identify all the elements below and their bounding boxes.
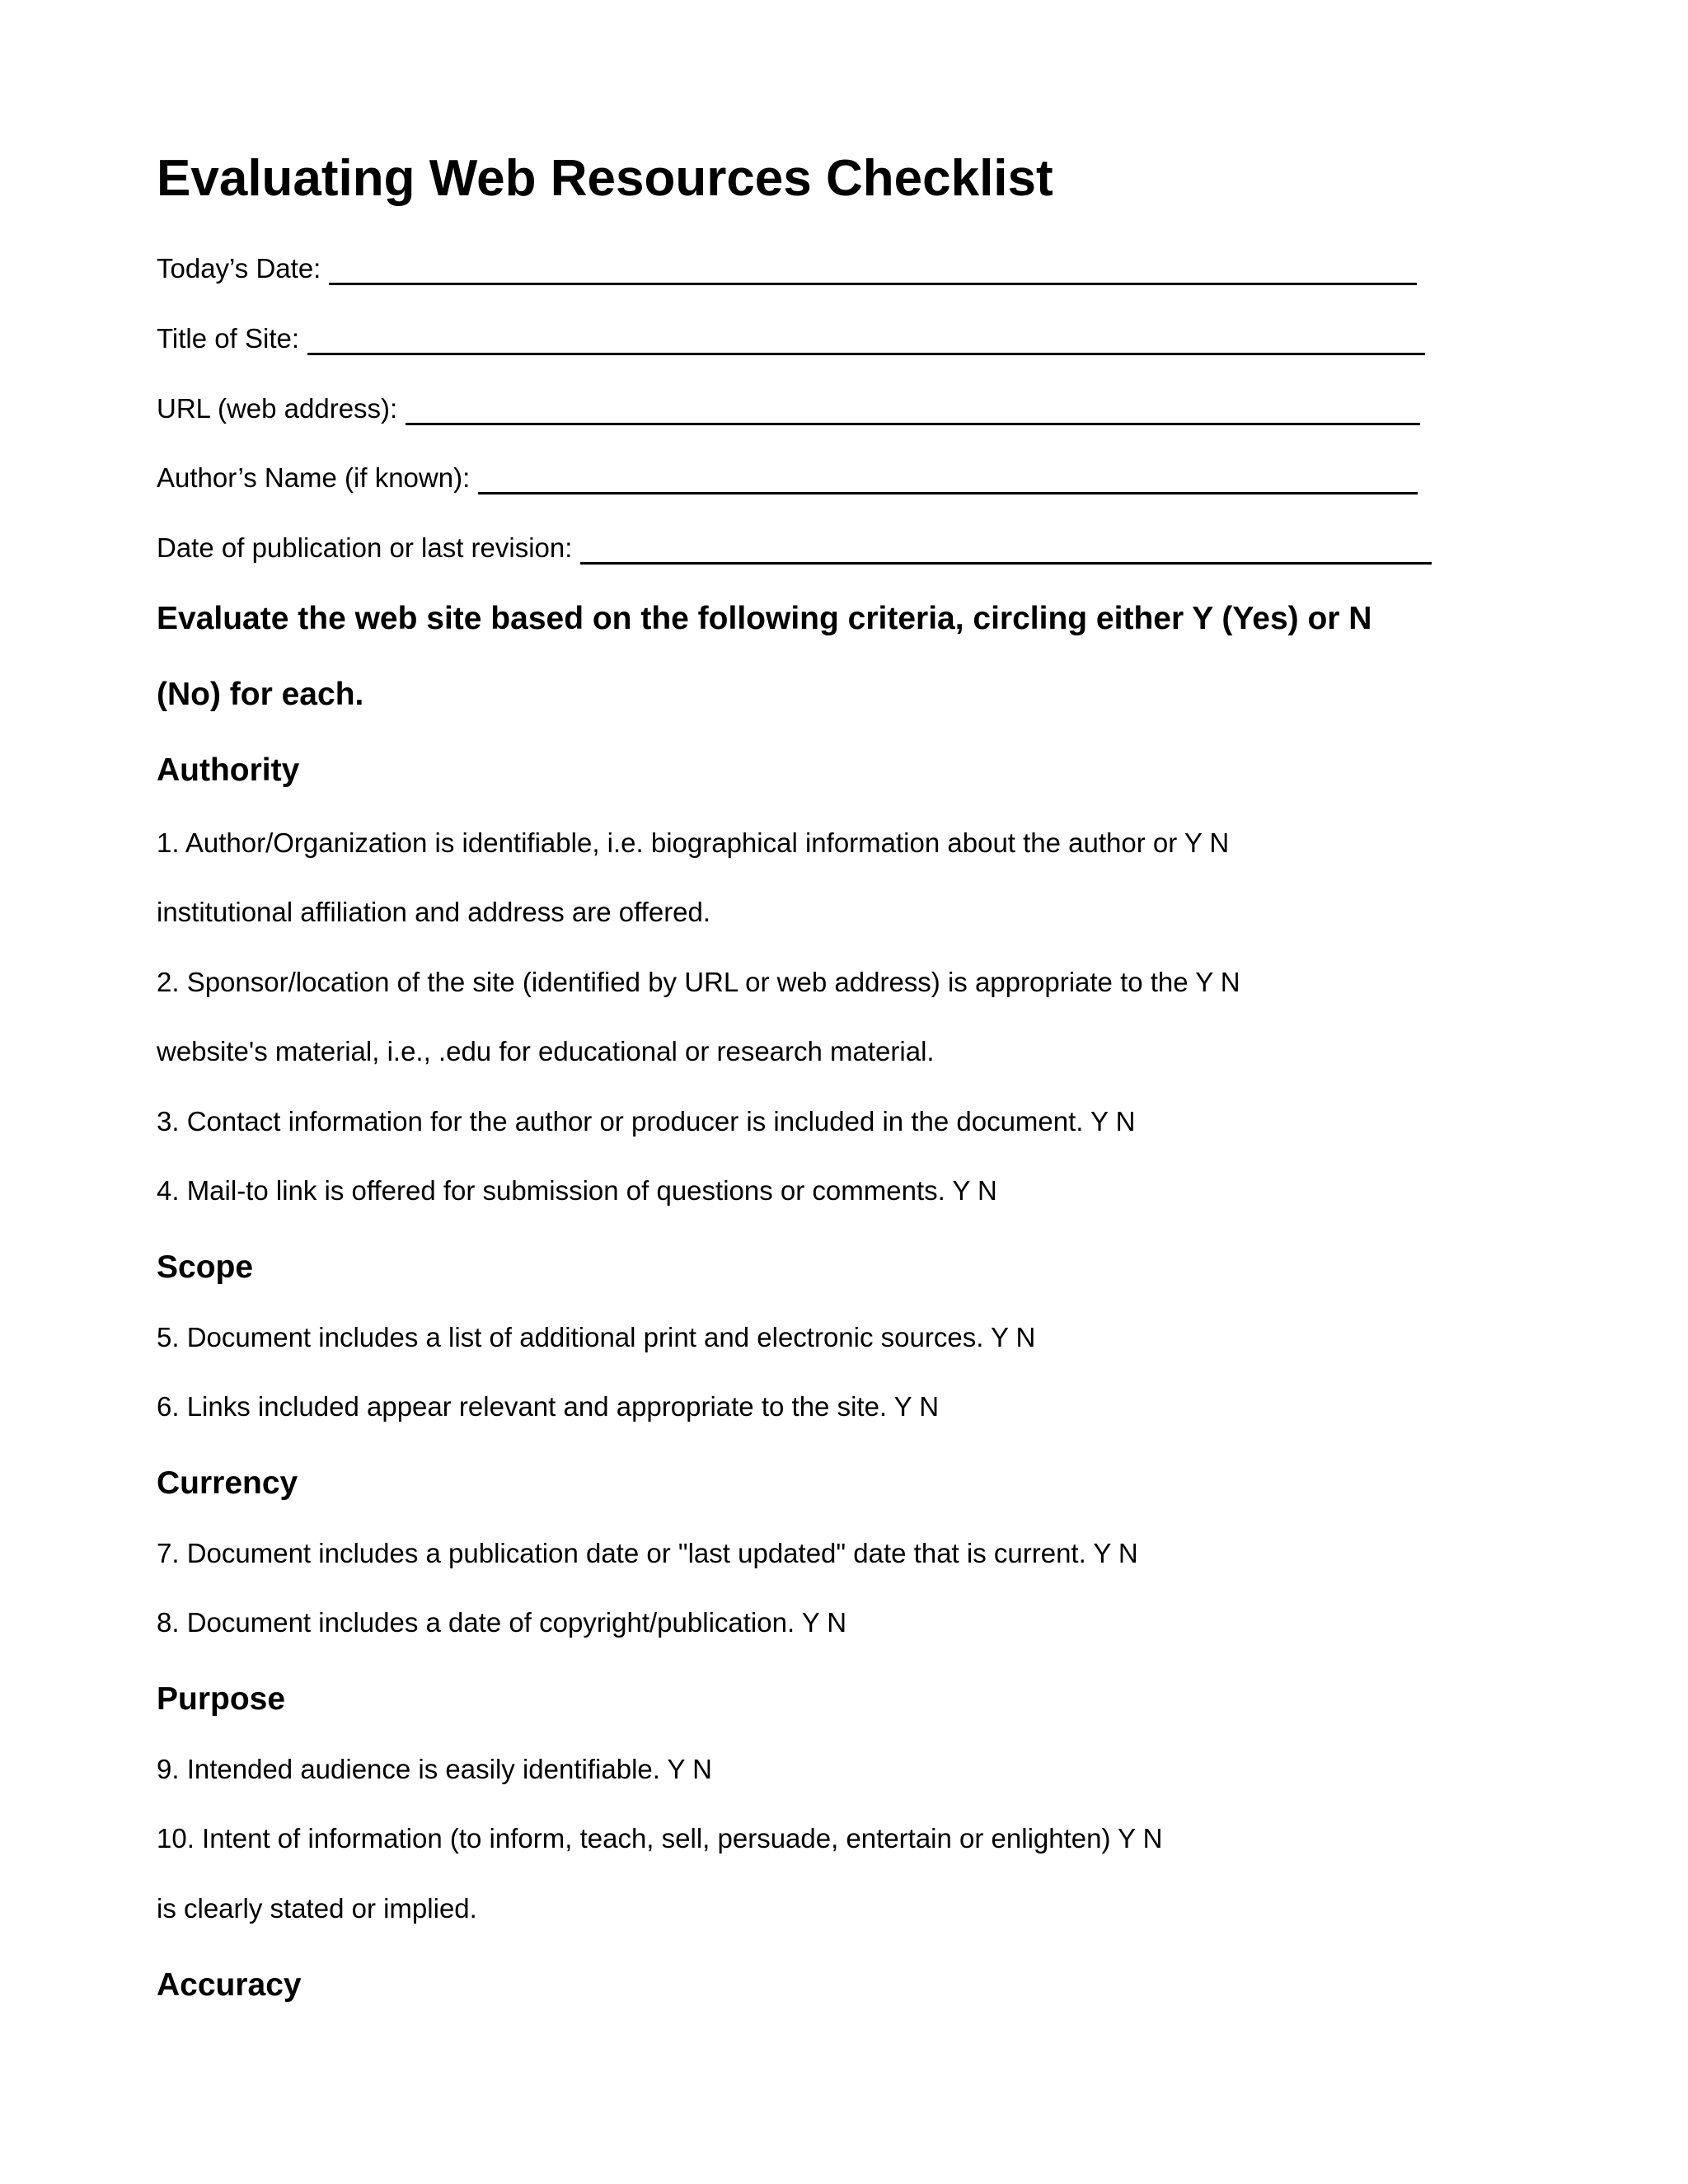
author-name-blank[interactable] [478,462,1418,494]
checklist-item-9: 9. Intended audience is easily identifiable. Y N [157,1754,712,1784]
todays-date-blank[interactable] [329,253,1417,285]
field-title-of-site [157,316,1425,355]
field-label: URL (web address): [157,393,398,424]
field-label: Title of Site: [157,323,300,354]
instruction-line-2: (No) for each. [157,677,364,712]
field-todays-date [157,246,1417,285]
section-heading-accuracy: Accuracy [157,1967,302,2003]
checklist-item-8: 8. Document includes a date of copyright/publication. Y N [157,1607,847,1638]
field-label: Today’s Date: [157,253,321,284]
checklist-item-1: 1. Author/Organization is identifiable, i.e. biographical information about the author or Y N [157,827,1230,858]
field-label: Author’s Name (if known): [157,462,471,493]
section-heading-currency: Currency [157,1465,298,1501]
field-publication-date [157,525,1432,565]
field-url [157,386,1420,425]
instruction-line-1: Evaluate the web site based on the following criteria, circling either Y (Yes) or N [157,601,1372,636]
url-blank[interactable] [406,393,1420,425]
field-author-name [157,455,1418,494]
checklist-item-10-continued: is clearly stated or implied. [157,1893,477,1924]
title-of-site-blank[interactable] [307,323,1425,355]
checklist-item-4: 4. Mail-to link is offered for submission of questions or comments. Y N [157,1175,997,1206]
document-title: Evaluating Web Resources Checklist [157,150,1053,207]
publication-date-blank[interactable] [580,532,1432,565]
checklist-item-2-continued: website's material, i.e., .edu for educational or research material. [157,1036,935,1066]
section-heading-scope: Scope [157,1249,254,1285]
checklist-item-7: 7. Document includes a publication date or "last updated" date that is current. Y N [157,1538,1138,1568]
checklist-item-5: 5. Document includes a list of additional print and electronic sources. Y N [157,1322,1036,1352]
checklist-item-10: 10. Intent of information (to inform, teach, sell, persuade, entertain or enlighten) Y N [157,1823,1163,1854]
checklist-item-6: 6. Links included appear relevant and appropriate to the site. Y N [157,1391,940,1422]
checklist-item-2: 2. Sponsor/location of the site (identified by URL or web address) is appropriate to the Y N [157,967,1240,997]
checklist-item-1-continued: institutional affiliation and address are offered. [157,897,711,927]
section-heading-authority: Authority [157,752,300,788]
section-heading-purpose: Purpose [157,1681,286,1717]
checklist-item-3: 3. Contact information for the author or producer is included in the document. Y N [157,1106,1136,1137]
field-label: Date of publication or last revision: [157,532,573,563]
